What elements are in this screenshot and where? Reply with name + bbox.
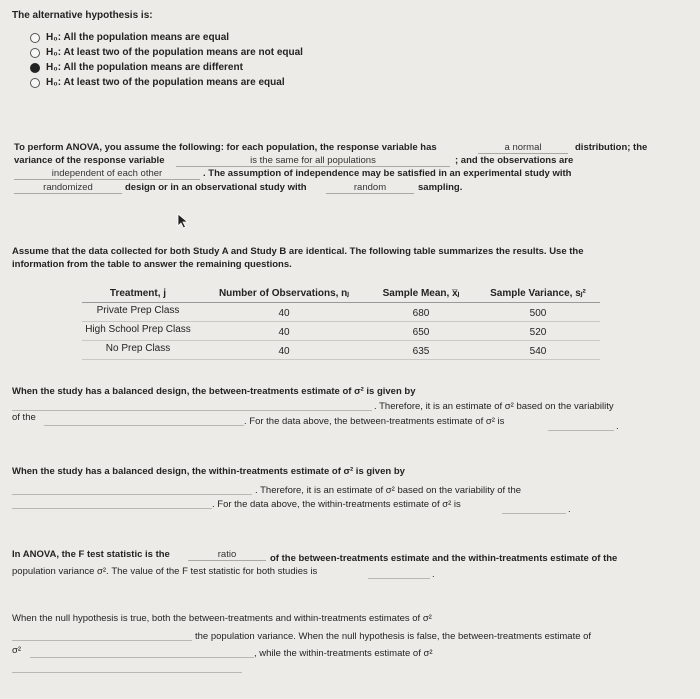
table-cell: 40 (278, 327, 290, 338)
between-line-3a: of the (12, 412, 36, 423)
blank-ftest-ratio[interactable]: ratio (188, 549, 266, 561)
table-cell: 540 (529, 346, 547, 357)
null-line-3b: , while the within-treatments estimate of σ² (254, 648, 433, 659)
between-line-3c: . (616, 421, 619, 432)
ftest-line-2c: . (432, 569, 435, 580)
table-header-observations: Number of Observations, nⱼ (218, 288, 350, 299)
between-line-1: When the study has a balanced design, the between-treatments estimate of σ² is given by (12, 386, 416, 397)
hypothesis-option-label-3: H₀: All the population means are different (46, 62, 243, 73)
mouse-cursor-icon (177, 213, 189, 229)
hypothesis-option-label-4: H₀: At least two of the population means are equal (46, 77, 285, 88)
blank-null-false-within[interactable] (12, 672, 242, 673)
anova-line-2a: variance of the response variable (14, 155, 165, 166)
table-cell: 650 (412, 327, 430, 338)
blank-ftest-value[interactable] (368, 578, 430, 579)
null-line-2: the population variance. When the null hypothesis is false, the between-treatments estimate of (195, 631, 592, 642)
hypothesis-option-label-2: H₀: At least two of the population means are not equal (46, 47, 303, 58)
table-cell: High School Prep Class (85, 324, 191, 335)
blank-between-variability[interactable] (44, 425, 244, 426)
blank-observations[interactable]: independent of each other (14, 168, 200, 180)
table-cell: 635 (412, 346, 430, 357)
hypothesis-option-label-1: H₀: All the population means are equal (46, 32, 230, 43)
table-cell: 40 (278, 308, 290, 319)
table-cell: No Prep Class (105, 343, 171, 354)
null-line-3a: σ² (12, 645, 22, 656)
blank-variance[interactable]: is the same for all populations (176, 155, 450, 167)
table-cell: Private Prep Class (96, 305, 180, 316)
within-line-3: . For the data above, the within-treatments estimate of σ² is (212, 499, 461, 510)
within-line-1: When the study has a balanced design, the within-treatments estimate of σ² is given by (12, 466, 405, 477)
hypothesis-radio-4[interactable] (30, 78, 40, 88)
anova-line-1a: To perform ANOVA, you assume the following: for each population, the response variable has (14, 142, 437, 153)
table-header-treatment: Treatment, j (109, 288, 167, 299)
assume-line-1: Assume that the data collected for both Study A and Study B are identical. The following table summarizes the results. Use the (12, 246, 584, 257)
table-header-variance: Sample Variance, sⱼ² (490, 288, 586, 299)
assume-line-2: information from the table to answer the remaining questions. (12, 259, 292, 270)
within-line-2: . Therefore, it is an estimate of σ² based on the variability of the (255, 485, 522, 496)
blank-within-variability[interactable] (12, 508, 212, 509)
blank-within-formula[interactable] (12, 494, 252, 495)
table-cell: 500 (529, 308, 547, 319)
table-row-divider (82, 340, 600, 341)
table-cell: 520 (529, 327, 547, 338)
blank-between-formula[interactable] (12, 410, 372, 411)
hypothesis-radio-2[interactable] (30, 48, 40, 58)
table-row-divider (82, 321, 600, 322)
anova-line-4a: design or in an observational study with (125, 182, 307, 193)
blank-null-false-between[interactable] (30, 657, 254, 658)
hypothesis-radio-3[interactable] (30, 63, 40, 73)
ftest-line-2: population variance σ². The value of the F test statistic for both studies is (12, 566, 318, 577)
hypothesis-title: The alternative hypothesis is: (12, 10, 153, 21)
table-row-divider (82, 359, 600, 360)
anova-line-2b: ; and the observations are (455, 155, 574, 166)
null-line-1: When the null hypothesis is true, both the between-treatments and within-treatments estimates of σ² (12, 613, 432, 624)
between-line-3b: . For the data above, the between-treatments estimate of σ² is (244, 416, 505, 427)
within-line-3c: . (568, 504, 571, 515)
anova-line-3b: . The assumption of independence may be satisfied in an experimental study with (203, 168, 572, 179)
blank-within-estimate[interactable] (502, 513, 566, 514)
table-header-mean: Sample Mean, x̅ⱼ (382, 288, 460, 299)
blank-null-true[interactable] (12, 640, 192, 641)
between-line-2: . Therefore, it is an estimate of σ² based on the variability (374, 401, 614, 412)
table-cell: 40 (278, 346, 290, 357)
blank-between-estimate[interactable] (548, 430, 614, 431)
ftest-line-1b: of the between-treatments estimate and the within-treatments estimate of the (270, 553, 618, 564)
ftest-line-1a: In ANOVA, the F test statistic is the (12, 549, 170, 560)
blank-design[interactable]: randomized (14, 182, 122, 194)
hypothesis-radio-1[interactable] (30, 33, 40, 43)
blank-distribution[interactable]: a normal (478, 142, 568, 154)
anova-line-1b: distribution; the (575, 142, 648, 153)
table-cell: 680 (412, 308, 430, 319)
anova-line-4b: sampling. (418, 182, 463, 193)
blank-sampling[interactable]: random (326, 182, 414, 194)
